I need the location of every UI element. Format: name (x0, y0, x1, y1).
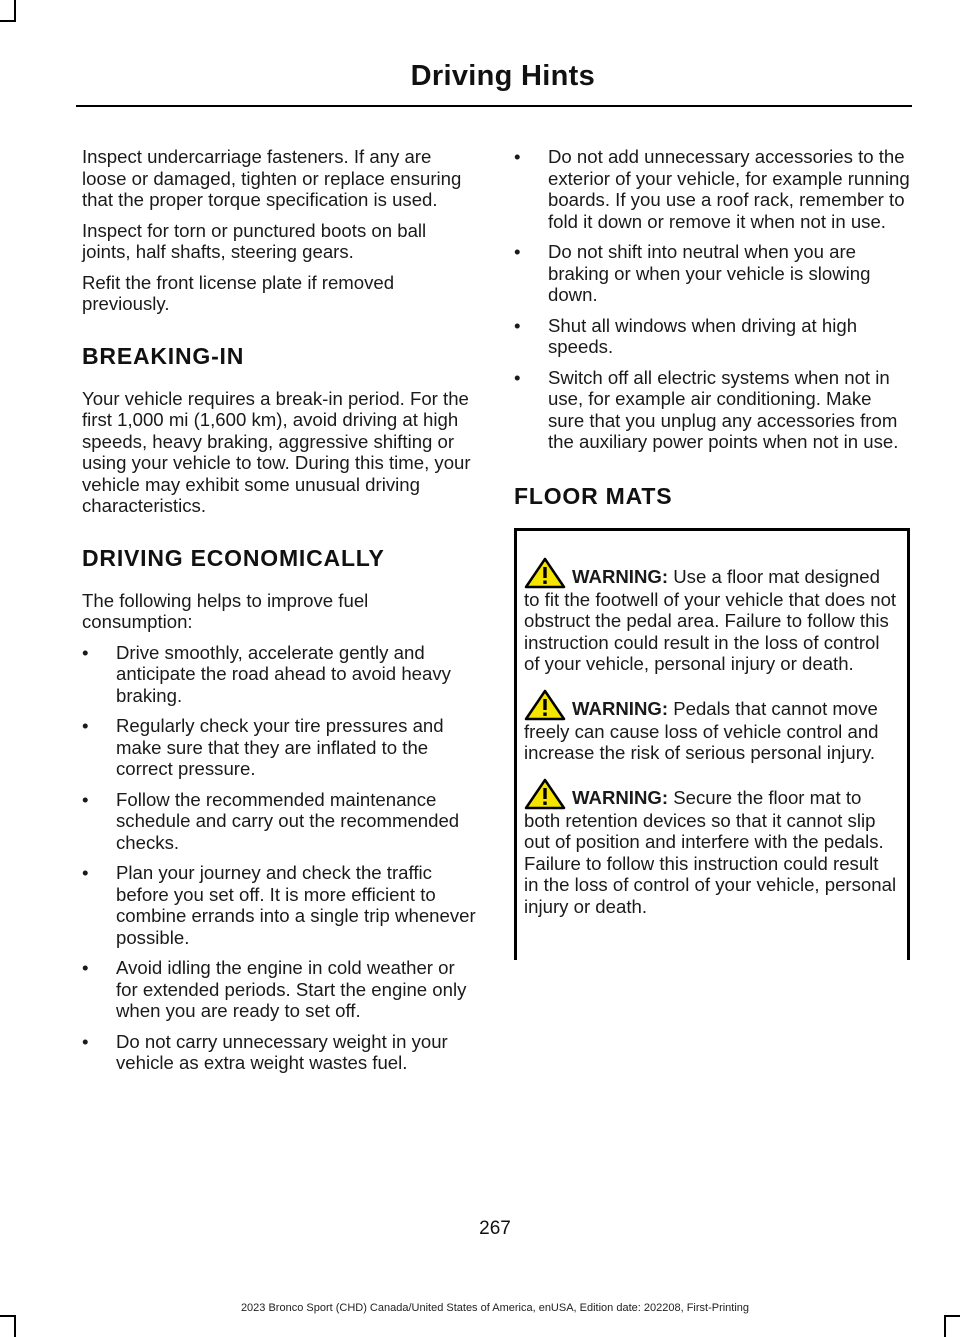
warning-text: Use a floor mat designed to fit the footwell of your vehicle that does not obstruct the pedal area. Failure to follow this instruction could result in the loss of control of your vehicle, personal injury or death. (524, 565, 897, 674)
bullet-glyph: • (514, 241, 521, 262)
warning-text: Secure the floor mat to both retention devices so that it cannot slip out of position and interfere with the pedals. Failure to follow this instruction could result in the loss of control of your vehicle, personal injury or death. (524, 786, 897, 917)
list-item-text: Plan your journey and check the traffic before you set off. It is more efficient to combine errands into a single trip whenever possible. (116, 862, 476, 948)
list-item (82, 789, 478, 854)
warning-text: Pedals that cannot move freely can cause loss of vehicle control and increase the risk of serious personal injury. (524, 697, 879, 763)
list-item-text: Drive smoothly, accelerate gently and anticipate the road ahead to avoid heavy braking. (116, 641, 451, 706)
bullet-glyph: • (514, 366, 521, 388)
bullet-list (82, 642, 478, 1074)
warning-box (514, 528, 910, 960)
page-title: Driving Hints (410, 60, 595, 92)
warning-triangle-icon (524, 778, 566, 810)
paragraph: Inspect for torn or punctured boots on ball joints, half shafts, steering gears. (82, 219, 427, 262)
list-item (514, 315, 910, 358)
section-heading-breaking-in: BREAKING-IN (82, 342, 245, 369)
bullet-glyph: • (82, 957, 89, 978)
paragraph: Inspect undercarriage fasteners. If any are loose or damaged, tighten or replace ensuring that the proper torque specification is used. (82, 146, 462, 210)
crop-mark (944, 1315, 946, 1337)
list-item (82, 715, 478, 780)
bullet-glyph: • (514, 314, 521, 336)
list-item (514, 241, 910, 306)
warning-triangle-icon (524, 689, 566, 721)
bullet-glyph: • (82, 788, 89, 810)
bullet-glyph: • (82, 641, 89, 663)
list-item (82, 862, 478, 948)
list-item-text: Do not carry unnecessary weight in your vehicle as extra weight wastes fuel. (116, 1030, 448, 1073)
section-heading-floor-mats: FLOOR MATS (514, 482, 673, 509)
list-item-text: Shut all windows when driving at high speeds. (548, 314, 858, 357)
bullet-glyph: • (82, 862, 89, 883)
bullet-glyph: • (82, 715, 89, 736)
paragraph: Refit the front license plate if removed previously. (82, 271, 395, 314)
list-item-text: Follow the recommended maintenance schedule and carry out the recommended checks. (116, 788, 460, 853)
list-item-text: Do not shift into neutral when you are braking or when your vehicle is slowing down. (548, 241, 871, 305)
left-column (82, 146, 478, 1083)
page-number: 267 (479, 1218, 511, 1239)
header-divider (76, 105, 912, 107)
list-item-text: Do not add unnecessary accessories to the exterior of your vehicle, for example running boards. If you use a roof rack, remember to fold it down or remove it when not in use. (548, 146, 910, 232)
list-item (82, 957, 478, 1022)
list-item (514, 367, 910, 453)
bullet-glyph: • (82, 1030, 89, 1052)
warning-label: WARNING: (572, 565, 669, 587)
paragraph: Your vehicle requires a break-in period. For the first 1,000 mi (1,600 km), avoid driving at high speeds, heavy braking, aggressive shifting or using your vehicle to tow. During this time, your vehicle may exhibit some unusual driving characteristics. (82, 387, 471, 516)
crop-mark (944, 1315, 960, 1317)
warning-paragraph (524, 689, 897, 764)
warning-label: WARNING: (572, 697, 669, 719)
list-item-text: Switch off all electric systems when not in use, for example air conditioning. Make sure that you unplug any accessories from the auxiliary power points when not in use. (548, 366, 899, 452)
list-item (82, 1031, 478, 1074)
warning-paragraph (524, 778, 897, 918)
footer-text: 2023 Bronco Sport (CHD) Canada/United States of America, enUSA, Edition date: 202208, First-Printing (240, 1302, 750, 1314)
warning-paragraph (524, 557, 897, 675)
paragraph: The following helps to improve fuel consumption: (82, 589, 369, 632)
list-item-text: Regularly check your tire pressures and make sure that they are inflated to the correct pressure. (116, 715, 444, 779)
crop-mark (14, 1315, 16, 1337)
bullet-glyph: • (514, 146, 521, 167)
crop-mark (14, 0, 16, 22)
section-heading-driving-economically: DRIVING ECONOMICALLY (82, 544, 385, 571)
bullet-list (514, 146, 910, 453)
crop-mark (0, 1315, 16, 1317)
warning-label: WARNING: (572, 786, 669, 808)
list-item-text: Avoid idling the engine in cold weather or for extended periods. Start the engine only when you are ready to set off. (116, 957, 467, 1021)
list-item (514, 146, 910, 232)
warning-triangle-icon (524, 557, 566, 589)
right-column (514, 146, 910, 960)
crop-mark (0, 20, 16, 22)
list-item (82, 642, 478, 707)
